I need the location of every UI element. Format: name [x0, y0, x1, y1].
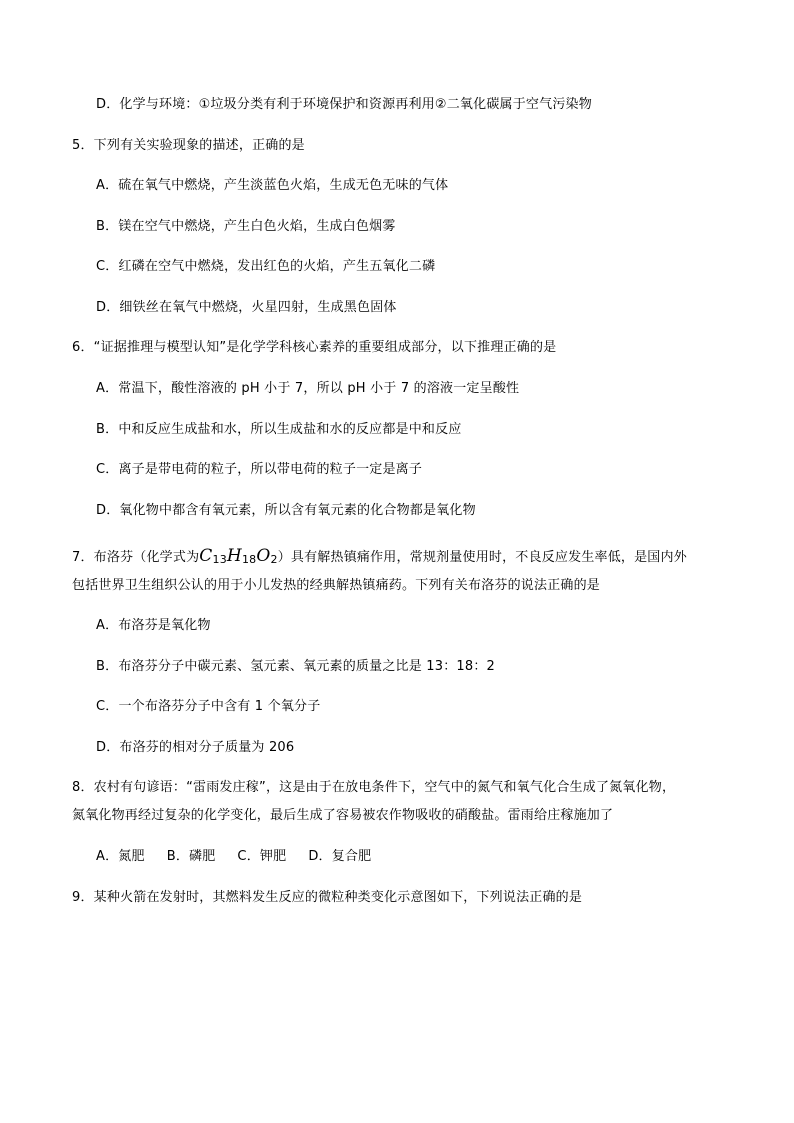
- q7-option-d: D．布洛芬的相对分子质量为 206: [96, 740, 295, 755]
- q9-stem: 9．某种火箭在发射时，其燃料发生反应的微粒种类变化示意图如下，下列说法正确的是: [72, 890, 583, 905]
- q7-stem-line2: 包括世界卫生组织公认的用于小儿发热的经典解热镇痛药。下列有关布洛芬的说法正确的是: [72, 578, 601, 593]
- q8-options: [96, 849, 393, 865]
- formula-h-count: 18: [241, 553, 257, 566]
- q4-option-d: D．化学与环境：①垃圾分类有利于环境保护和资源再利用②二氧化碳属于空气污染物: [96, 97, 592, 112]
- q8-option-b: B．磷肥: [166, 849, 216, 864]
- q7-stem-line1: [72, 548, 687, 568]
- q7-option-b: B．布洛芬分子中碳元素、氢元素、氧元素的质量之比是 13：18：2: [96, 659, 496, 674]
- q5-option-d: D．细铁丝在氧气中燃烧，火星四射，生成黑色固体: [96, 300, 397, 315]
- q5-stem: 5．下列有关实验现象的描述，正确的是: [72, 138, 305, 153]
- formula-o: O: [256, 546, 271, 566]
- chemical-formula: [199, 546, 277, 566]
- formula-c-count: 13: [212, 553, 227, 566]
- q5-option-c: C．红磷在空气中燃烧，发出红色的火焰，产生五氧化二磷: [96, 259, 436, 274]
- q5-option-a: A．硫在氧气中燃烧，产生淡蓝色火焰，生成无色无味的气体: [96, 178, 449, 193]
- formula-o-count: 2: [270, 553, 278, 566]
- q8-option-a: A．氮肥: [96, 849, 145, 864]
- q6-stem: 6．“证据推理与模型认知”是化学学科核心素养的重要组成部分，以下推理正确的是: [72, 340, 557, 355]
- q8-stem-line1: 8．农村有句谚语：“雷雨发庄稼”，这是由于在放电条件下，空气中的氮气和氧气化合生成了氮氧化物，: [72, 780, 676, 795]
- q6-option-b: B．中和反应生成盐和水，所以生成盐和水的反应都是中和反应: [96, 422, 462, 437]
- formula-c: C: [199, 546, 213, 566]
- q7-stem-suffix: ）具有解热镇痛作用，常规剂量使用时，不良反应发生率低，是国内外: [277, 550, 687, 565]
- q6-option-d: D．氧化物中都含有氧元素，所以含有氧元素的化合物都是氧化物: [96, 503, 476, 518]
- q5-option-b: B．镁在空气中燃烧，产生白色火焰，生成白色烟雾: [96, 219, 396, 234]
- q6-option-c: C．离子是带电荷的粒子，所以带电荷的粒子一定是离子: [96, 462, 423, 477]
- q6-option-a: A．常温下，酸性溶液的 pH 小于 7，所以 pH 小于 7 的溶液一定呈酸性: [96, 381, 520, 396]
- q7-option-a: A．布洛芬是氧化物: [96, 618, 211, 633]
- q8-stem-line2: 氮氧化物再经过复杂的化学变化，最后生成了容易被农作物吸收的硝酸盐。雷雨给庄稼施加了: [72, 808, 614, 823]
- q7-stem-prefix: 7．布洛芬（化学式为: [72, 550, 200, 565]
- q8-option-c: C．钾肥: [237, 849, 287, 864]
- q7-option-c: C．一个布洛芬分子中含有 1 个氧分子: [96, 699, 321, 714]
- q8-option-d: D．复合肥: [308, 849, 372, 864]
- formula-h: H: [226, 546, 242, 566]
